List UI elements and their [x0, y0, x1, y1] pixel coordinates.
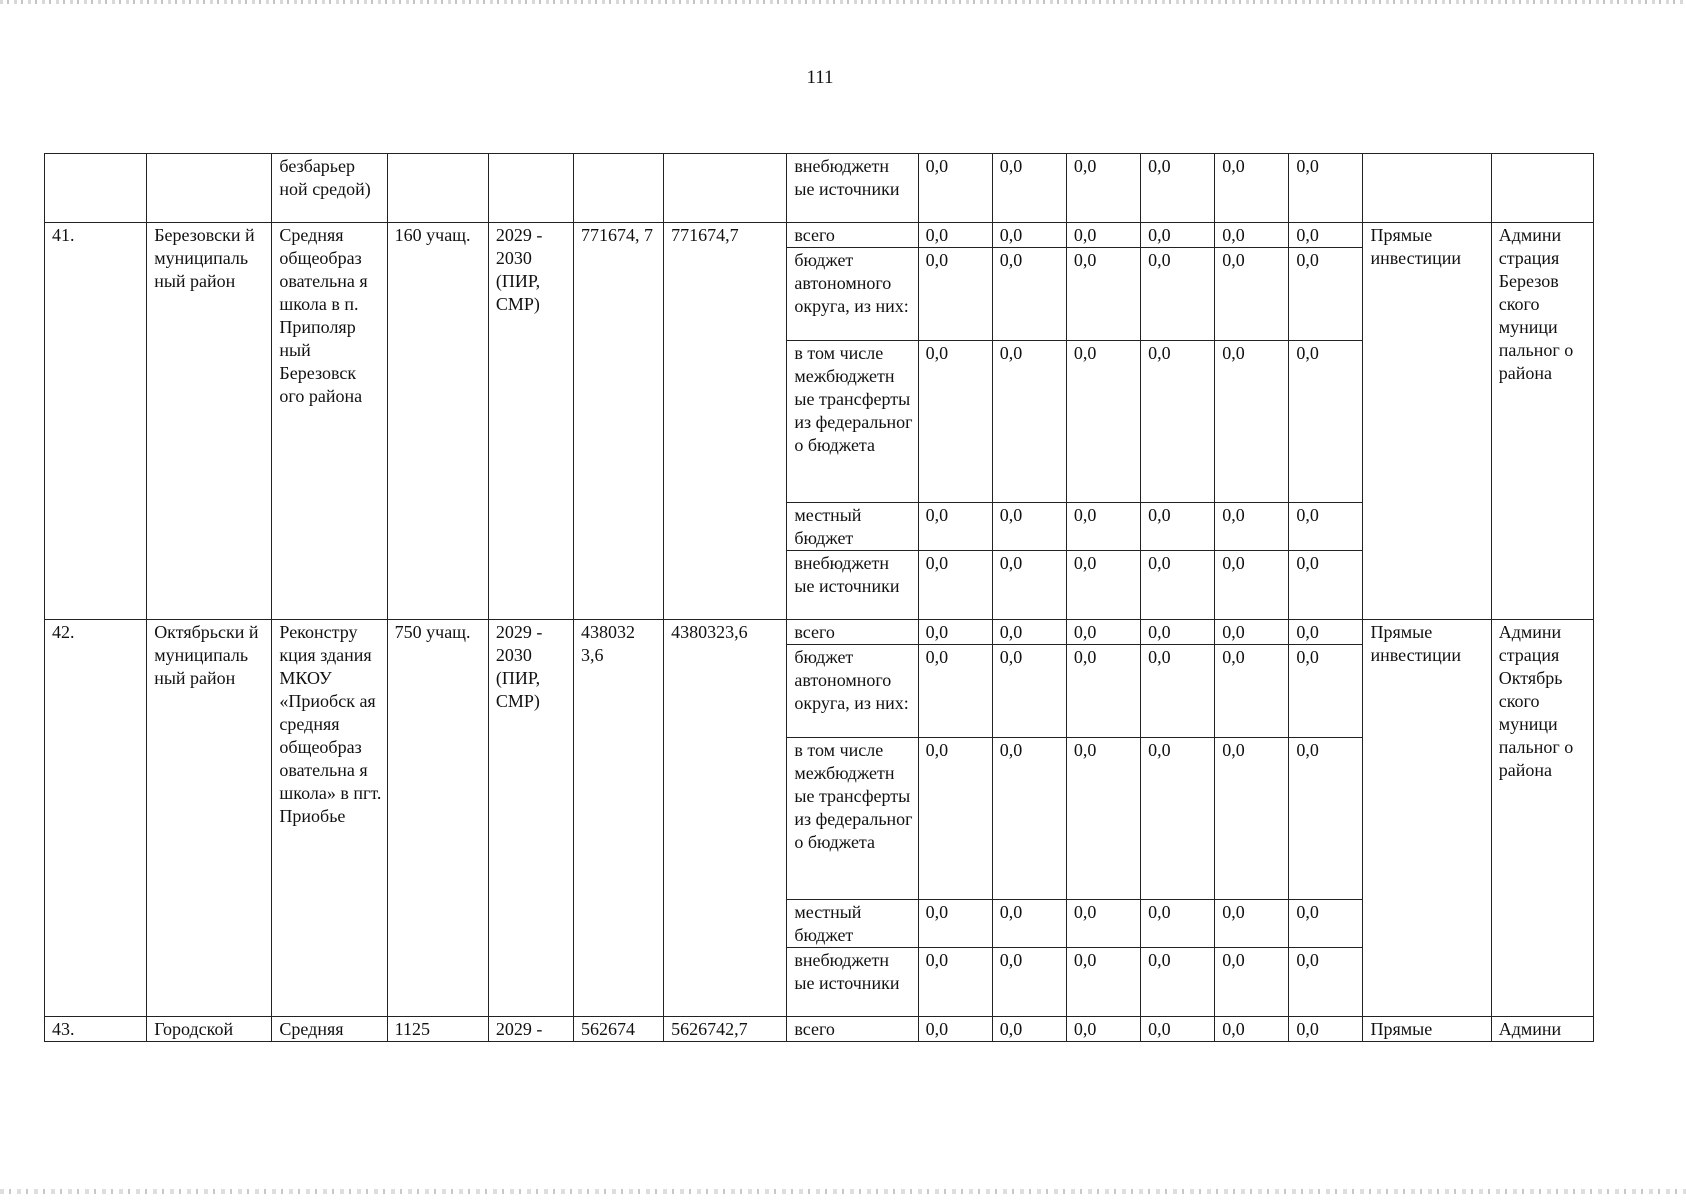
- funding-source-cell: в том числе межбюджетн ые трансферты из федеральног о бюджета: [787, 341, 918, 503]
- amount-cell: 0,0: [1066, 503, 1140, 551]
- amount-cell: 0,0: [992, 248, 1066, 341]
- number-cell: 43.: [45, 1017, 147, 1042]
- period-cell: 2029 - 2030 (ПИР, СМР): [488, 223, 573, 620]
- funding-source-cell: всего: [787, 620, 918, 645]
- cost-cell: 438032 3,6: [573, 620, 663, 1017]
- amount-cell: 0,0: [1215, 645, 1289, 738]
- number-cell: 42.: [45, 620, 147, 1017]
- cost-cell: 562674: [573, 1017, 663, 1042]
- page-number: 111: [806, 67, 834, 88]
- table-row: [45, 620, 1594, 645]
- table-row-continuation: [45, 154, 1594, 223]
- amount-cell: 0,0: [1289, 1017, 1363, 1042]
- amount-cell: 0,0: [918, 900, 992, 948]
- amount-cell: 0,0: [1215, 551, 1289, 620]
- amount-cell: 0,0: [1289, 223, 1363, 248]
- amount-cell: 0,0: [1141, 551, 1215, 620]
- object-name-cell: Средняя общеобраз овательна я школа в п. Приполяр ный Березовск ого района: [272, 223, 387, 620]
- amount-cell: 0,0: [992, 948, 1066, 1017]
- amount-cell: 0,0: [1289, 248, 1363, 341]
- object-name-cell: Средняя: [272, 1017, 387, 1042]
- amount-cell: 0,0: [1289, 154, 1363, 223]
- empty-cell: [664, 154, 787, 223]
- amount-cell: 0,0: [1066, 248, 1140, 341]
- amount-cell: 0,0: [1289, 503, 1363, 551]
- amount-cell: 0,0: [1141, 645, 1215, 738]
- amount-cell: 0,0: [1289, 738, 1363, 900]
- amount-cell: 0,0: [1066, 223, 1140, 248]
- funding-source-cell: внебюджетн ые источники: [787, 154, 918, 223]
- amount-cell: 0,0: [1141, 248, 1215, 341]
- amount-cell: 0,0: [1215, 503, 1289, 551]
- funding-source-cell: всего: [787, 1017, 918, 1042]
- empty-cell: [488, 154, 573, 223]
- amount-cell: 0,0: [918, 154, 992, 223]
- amount-cell: 0,0: [1141, 223, 1215, 248]
- amount-cell: 0,0: [918, 248, 992, 341]
- amount-cell: 0,0: [1215, 900, 1289, 948]
- amount-cell: 0,0: [918, 948, 992, 1017]
- amount-cell: 0,0: [1215, 1017, 1289, 1042]
- amount-cell: 0,0: [1289, 620, 1363, 645]
- amount-cell: 0,0: [1066, 154, 1140, 223]
- amount-cell: 0,0: [1215, 341, 1289, 503]
- amount-cell: 0,0: [1215, 738, 1289, 900]
- investment-table: [44, 153, 1594, 1042]
- funding-source-cell: внебюджетн ые источники: [787, 948, 918, 1017]
- funding-source-cell: внебюджетн ые источники: [787, 551, 918, 620]
- amount-cell: 0,0: [918, 551, 992, 620]
- capacity-cell: 160 учащ.: [387, 223, 488, 620]
- amount-cell: 0,0: [992, 645, 1066, 738]
- empty-cell: [573, 154, 663, 223]
- amount-cell: 0,0: [992, 1017, 1066, 1042]
- remaining-cost-cell: 5626742,7: [664, 1017, 787, 1042]
- table-row: [45, 223, 1594, 248]
- amount-cell: 0,0: [1289, 948, 1363, 1017]
- amount-cell: 0,0: [1141, 341, 1215, 503]
- amount-cell: 0,0: [1141, 620, 1215, 645]
- amount-cell: 0,0: [992, 551, 1066, 620]
- amount-cell: 0,0: [992, 223, 1066, 248]
- amount-cell: 0,0: [1141, 738, 1215, 900]
- capacity-cell: 1125: [387, 1017, 488, 1042]
- customer-cell: Админи: [1491, 1017, 1593, 1042]
- amount-cell: 0,0: [1141, 1017, 1215, 1042]
- number-cell: 41.: [45, 223, 147, 620]
- table-row-partial: [45, 1017, 1594, 1042]
- amount-cell: 0,0: [992, 900, 1066, 948]
- municipality-cell: Октябрьски й муниципаль ный район: [147, 620, 272, 1017]
- municipality-cell: Березовски й муниципаль ный район: [147, 223, 272, 620]
- amount-cell: 0,0: [1215, 223, 1289, 248]
- amount-cell: 0,0: [1215, 154, 1289, 223]
- amount-cell: 0,0: [1215, 620, 1289, 645]
- funding-source-cell: всего: [787, 223, 918, 248]
- funding-source-cell: в том числе межбюджетн ые трансферты из федеральног о бюджета: [787, 738, 918, 900]
- amount-cell: 0,0: [918, 738, 992, 900]
- amount-cell: 0,0: [1066, 738, 1140, 900]
- amount-cell: 0,0: [1141, 948, 1215, 1017]
- object-name-cell: безбарьер ной средой): [272, 154, 387, 223]
- customer-cell: Админи страция Октябрь ского муници пальног о района: [1491, 620, 1593, 1017]
- amount-cell: 0,0: [1215, 948, 1289, 1017]
- amount-cell: 0,0: [1289, 900, 1363, 948]
- amount-cell: 0,0: [1066, 620, 1140, 645]
- amount-cell: 0,0: [1215, 248, 1289, 341]
- amount-cell: 0,0: [992, 738, 1066, 900]
- amount-cell: 0,0: [1289, 551, 1363, 620]
- capacity-cell: 750 учащ.: [387, 620, 488, 1017]
- amount-cell: 0,0: [1066, 900, 1140, 948]
- remaining-cost-cell: 4380323,6: [664, 620, 787, 1017]
- number-cell: [45, 154, 147, 223]
- funding-source-cell: бюджет автономного округа, из них:: [787, 645, 918, 738]
- amount-cell: 0,0: [918, 503, 992, 551]
- amount-cell: 0,0: [1141, 503, 1215, 551]
- funding-source-cell: местный бюджет: [787, 900, 918, 948]
- funding-source-cell: бюджет автономного округа, из них:: [787, 248, 918, 341]
- amount-cell: 0,0: [918, 620, 992, 645]
- customer-cell: Админи страция Березов ского муници пальног о района: [1491, 223, 1593, 620]
- customer-cell: [1491, 154, 1593, 223]
- amount-cell: 0,0: [1141, 900, 1215, 948]
- amount-cell: 0,0: [992, 154, 1066, 223]
- amount-cell: 0,0: [1066, 1017, 1140, 1042]
- scan-edge-top: [0, 0, 1686, 4]
- period-cell: 2029 - 2030 (ПИР, СМР): [488, 620, 573, 1017]
- amount-cell: 0,0: [992, 503, 1066, 551]
- municipality-cell: Городской: [147, 1017, 272, 1042]
- period-cell: 2029 -: [488, 1017, 573, 1042]
- amount-cell: 0,0: [1066, 341, 1140, 503]
- amount-cell: 0,0: [918, 223, 992, 248]
- amount-cell: 0,0: [1289, 645, 1363, 738]
- amount-cell: 0,0: [918, 1017, 992, 1042]
- amount-cell: 0,0: [1066, 948, 1140, 1017]
- empty-cell: [387, 154, 488, 223]
- scan-edge-bottom: [0, 1189, 1686, 1194]
- amount-cell: 0,0: [992, 620, 1066, 645]
- remaining-cost-cell: 771674,7: [664, 223, 787, 620]
- amount-cell: 0,0: [992, 341, 1066, 503]
- cost-cell: 771674, 7: [573, 223, 663, 620]
- mechanism-cell: Прямые инвестиции: [1363, 620, 1491, 1017]
- amount-cell: 0,0: [918, 645, 992, 738]
- mechanism-cell: Прямые: [1363, 1017, 1491, 1042]
- amount-cell: 0,0: [1141, 154, 1215, 223]
- amount-cell: 0,0: [1066, 551, 1140, 620]
- amount-cell: 0,0: [918, 341, 992, 503]
- amount-cell: 0,0: [1289, 341, 1363, 503]
- table-body: [45, 154, 1594, 1042]
- municipality-cell: [147, 154, 272, 223]
- object-name-cell: Реконстру кция здания МКОУ «Приобск ая средняя общеобраз овательна я школа» в пгт. Приобье: [272, 620, 387, 1017]
- mechanism-cell: [1363, 154, 1491, 223]
- amount-cell: 0,0: [1066, 645, 1140, 738]
- mechanism-cell: Прямые инвестиции: [1363, 223, 1491, 620]
- funding-source-cell: местный бюджет: [787, 503, 918, 551]
